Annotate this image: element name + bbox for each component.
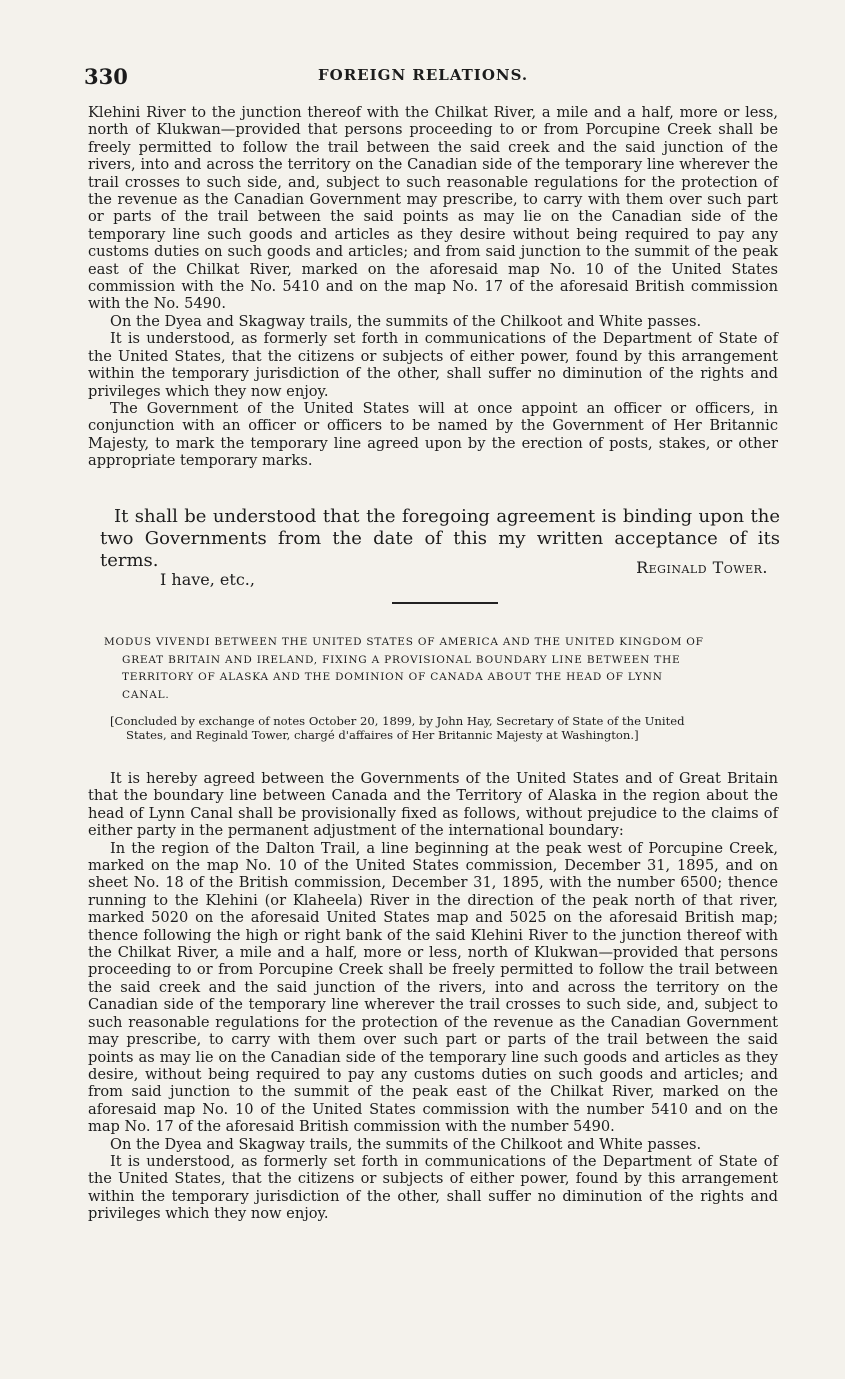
page-number: 330 (84, 64, 128, 89)
title-line: TERRITORY OF ALASKA AND THE DOMINION OF CANADA ABOUT THE HEAD OF LYNN (122, 671, 663, 683)
top-section (88, 104, 778, 470)
page-header (84, 64, 784, 94)
paragraph-agreed: It is hereby agreed between the Governments of the United States and of Great Britain that the boundary line between Canada and the Territory of Alaska in the region about the head of Lynn Canal shall be provisionally fixed as follows, without prejudice to the claims of either party in the permanent adjustment of the international boundary: (88, 770, 778, 840)
paragraph-understood: It is understood, as formerly set forth in communications of the Department of State of the United States, that the citizens or subjects of either power, found by this arrangement within the temporary jurisdiction of the other, shall suffer no diminution of the rights and privileges which they now enjoy. (88, 330, 778, 400)
running-head: FOREIGN RELATIONS. (318, 66, 529, 84)
paragraph-understood: It is understood, as formerly set forth in communications of the Department of State of the United States, that the citizens or subjects of either power, found by this arrangement within the temporary jurisdiction of the other, shall suffer no diminution of the rights and privileges which they now enjoy. (88, 1152, 778, 1223)
paragraph-dyea: On the Dyea and Skagway trails, the summits of the Chilkoot and White passes. (110, 312, 702, 330)
paragraph-dyea: On the Dyea and Skagway trails, the summits of the Chilkoot and White passes. (110, 1135, 702, 1153)
bracket-note-line1: [Concluded by exchange of notes October 20, 1899, by John Hay, Secretary of State of the United (110, 714, 685, 728)
title-line: GREAT BRITAIN AND IRELAND, FIXING A PROVISIONAL BOUNDARY LINE BETWEEN THE (122, 653, 681, 666)
title-line: CANAL. (122, 688, 170, 701)
paragraph-government: The Government of the United States will at once appoint an officer or officers, in conjunction with an officer or officers to be named by the Government of Her Britannic Majesty, to mark the temporary line agreed upon by the erection of posts, stakes, or other appropriate temporary marks. (88, 399, 778, 470)
signature-line (88, 558, 768, 594)
signature: Reginald Tower. (636, 558, 768, 577)
section-divider (392, 602, 498, 604)
paragraph-continuation: Klehini River to the junction thereof with the Chilkat River, a mile and a half, more or less, north of Klukwan—provided that persons proceeding to or from Porcupine Creek shall be freely permitted to follow the trail between the said creek and the said junction of the rivers, into and across the territory on the Canadian side of the temporary line wherever the trail crosses to such side, and, subject to such reasonable regulations for the protection of the revenue as the Canadian Government may prescribe, to carry with them over such part or parts of the trail between the said points as may lie on the Canadian side of the temporary line such goods and articles as they desire without being required to pay any customs duties on such goods and articles; and from said junction to the summit of the peak east of the Chilkat River, marked on the aforesaid map No. 10 of the United States commission with the No. 5410 and on the map No. 17 of the aforesaid British commission with the No. 5490. (88, 104, 778, 313)
salutation: I have, etc., (160, 570, 255, 589)
paragraph-dalton: In the region of the Dalton Trail, a line beginning at the peak west of Porcupine Creek, marked on the map No. 10 of the United States commission, December 31, 1895, and on sheet No. 18 of the British commission, December 31, 1895, with the number 6500; thence running to the Klehini (or Klaheela) River in the direction of the peak north of that river, marked 5020 on the aforesaid United States map and 5025 on the aforesaid British map; thence following the high or right bank of the said Klehini River to the junction thereof with the Chilkat River, a mile and a half, more or less, north of Klukwan—provided that persons proceeding to or from Porcupine Creek shall be freely permitted to follow the trail between the said creek and the said junction of the rivers, into and across the territory on the Canadian side of the temporary line wherever the trail crosses to such side, and, subject to such reasonable regulations for the protection of the revenue as the Canadian Government may prescribe, to carry with them over such part or parts of the trail between the said points as may lie on the Canadian side of the temporary line such goods and articles as they desire, without being required to pay any customs duties on such goods and articles; and from said junction to the summit of the peak east of the Chilkat River, marked on the aforesaid map No. 10 of the United States commission with the number 5410 and on the map No. 17 of the aforesaid British commission with the number 5490. (88, 839, 778, 1136)
title-line: MODUS VIVENDI BETWEEN THE UNITED STATES OF AMERICA AND THE UNITED KINGDOM OF (104, 636, 704, 648)
modus-vivendi-title (104, 634, 790, 704)
modus-vivendi-body (88, 770, 778, 1223)
closing-paragraph: It shall be understood that the foregoing agreement is binding upon the two Governments from the date of this my written acceptance of its terms. (100, 506, 780, 571)
bracket-note (110, 714, 792, 742)
bracket-note-line2: States, and Reginald Tower, chargé d'affaires of Her Britannic Majesty at Washington.] (126, 728, 639, 742)
